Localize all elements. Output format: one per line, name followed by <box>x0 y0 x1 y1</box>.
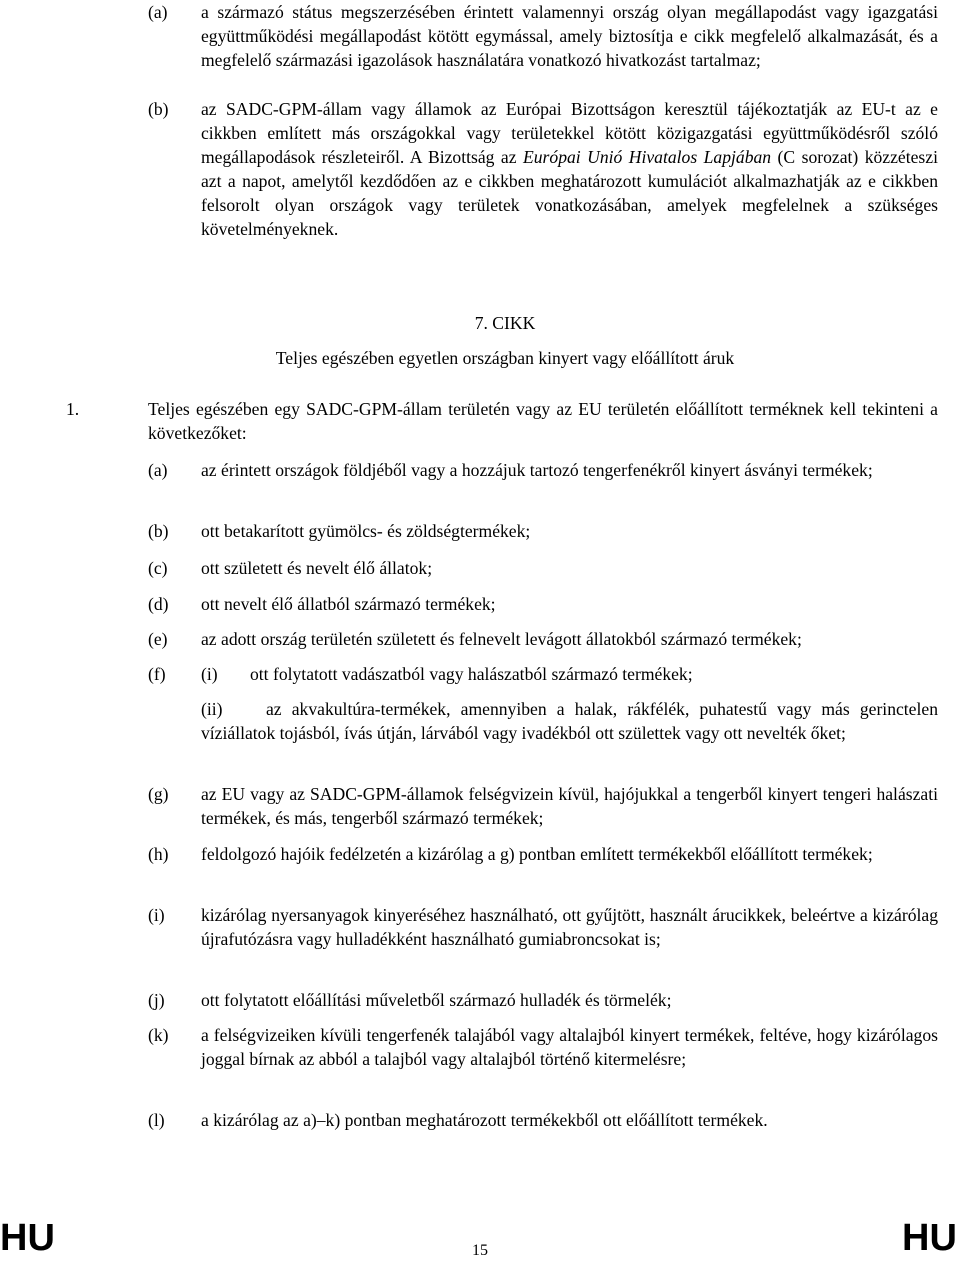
list-item-h-text: feldolgozó hajóik fedélzetén a kizárólag a g) pontban említett termékekből előállított termékek; <box>201 844 873 864</box>
list-item-c-text: ott született és nevelt élő állatok; <box>201 558 433 578</box>
item-label: (c) <box>148 558 168 578</box>
paragraph-number: 1. <box>66 399 80 419</box>
list-item-i-text: kizárólag nyersanyagok kinyeréséhez használható, ott gyűjtött, használt árucikkek, beleértve a kizárólag újrafutózásra vagy hulladékként használható gumiabroncsokat is; <box>201 905 938 949</box>
article-number: 7. CIKK <box>474 313 536 333</box>
item-label: (g) <box>148 784 169 804</box>
sub-item-label: (ii) <box>201 699 223 719</box>
sub-item-label: (i) <box>201 664 218 684</box>
list-item-a-text: az érintett országok földjéből vagy a hozzájuk tartozó tengerfenékről kinyert ásványi termékek; <box>201 460 873 480</box>
item-label: (l) <box>148 1110 165 1130</box>
item-label: (e) <box>148 629 168 649</box>
list-item-b-text: ott betakarított gyümölcs- és zöldségtermékek; <box>201 521 531 541</box>
article-title: Teljes egészében egyetlen országban kinyert vagy előállított áruk <box>275 348 735 368</box>
item-label: (d) <box>148 594 169 614</box>
intro-item-b-text-start: az SADC-GPM-állam vagy államok az Európai Bizottságon keresztül tájékoztatják az EU-t az e cikkben említett más országokkal vagy területekkel kötött közigazgatási együttműködésről szóló megállapodások részleteiről. A Bizottság az <box>201 99 938 167</box>
item-label: (h) <box>148 844 169 864</box>
list-item-k-text: a felségvizeiken kívüli tengerfenék talajából vagy altalajból kinyert termékek, feltéve, hogy kizárólagos joggal bírnak az abból a talajból vagy altalajból történő kitermelésre; <box>201 1025 938 1069</box>
item-label: (i) <box>148 905 165 925</box>
paragraph-1-text: Teljes egészében egy SADC-GPM-állam területén vagy az EU területén előállított terméknek kell tekinteni a következőket: <box>148 399 938 443</box>
list-item-f-ii <box>201 697 938 745</box>
list-item-f-i-text: ott folytatott vadászatból vagy halászatból származó termékek; <box>250 664 693 684</box>
list-item-d-text: ott nevelt élő állatból származó termékek; <box>201 594 496 614</box>
list-item-e-text: az adott ország területén született és felnevelt levágott állatokból származó termékek; <box>201 629 802 649</box>
list-item-j-text: ott folytatott előállítási műveletből származó hulladék és törmelék; <box>201 990 672 1010</box>
item-label: (b) <box>148 521 169 541</box>
item-label: (k) <box>148 1025 169 1045</box>
list-item-l-text: a kizárólag az a)–k) pontban meghatározott termékekből ott előállított termékek. <box>201 1110 768 1130</box>
intro-item-a-text: a származó státus megszerzésében érintett valamennyi ország olyan megállapodást vagy igazgatási együttműködési megállapodást kötött egymással, amely biztosítja e cikk megfelelő alkalmazását, és a megfelelő származási igazolások használatára vonatkozó hivatkozást tartalmaz; <box>201 2 938 70</box>
item-label: (b) <box>148 99 169 119</box>
list-item-f-ii-text: az akvakultúra-termékek, amennyiben a halak, rákfélék, puhatestű vagy más gerinctelen víziállatok tojásból, ívás útján, lárvából vagy ivadékból ott születtek vagy ott nevelték őket; <box>201 699 938 743</box>
item-label: (f) <box>148 664 166 684</box>
intro-item-b-text-end: (C sorozat) közzéteszi azt a napot, amelytől kezdődően az e cikkben meghatározott kumulációt alkalmazhatják az e cikkben felsorolt olyan országok vagy területek vonatkozásában, amelyek megfelelnek a szükséges követelményeknek. <box>201 147 938 239</box>
item-label: (a) <box>148 460 168 480</box>
list-item-g-text: az EU vagy az SADC-GPM-államok felségvizein kívül, hajójukkal a tengerből kinyert tengeri halászati termékek, és más, tengerből származó termékek; <box>201 784 938 828</box>
footer-language-code-right: HU <box>902 1217 957 1259</box>
item-label: (j) <box>148 990 165 1010</box>
item-label: (a) <box>148 2 168 22</box>
footer-language-code-left: HU <box>0 1217 55 1259</box>
official-journal-title: Európai Unió Hivatalos Lapjában <box>523 147 772 167</box>
intro-item-b-text <box>201 97 938 241</box>
page-number: 15 <box>472 1242 488 1259</box>
